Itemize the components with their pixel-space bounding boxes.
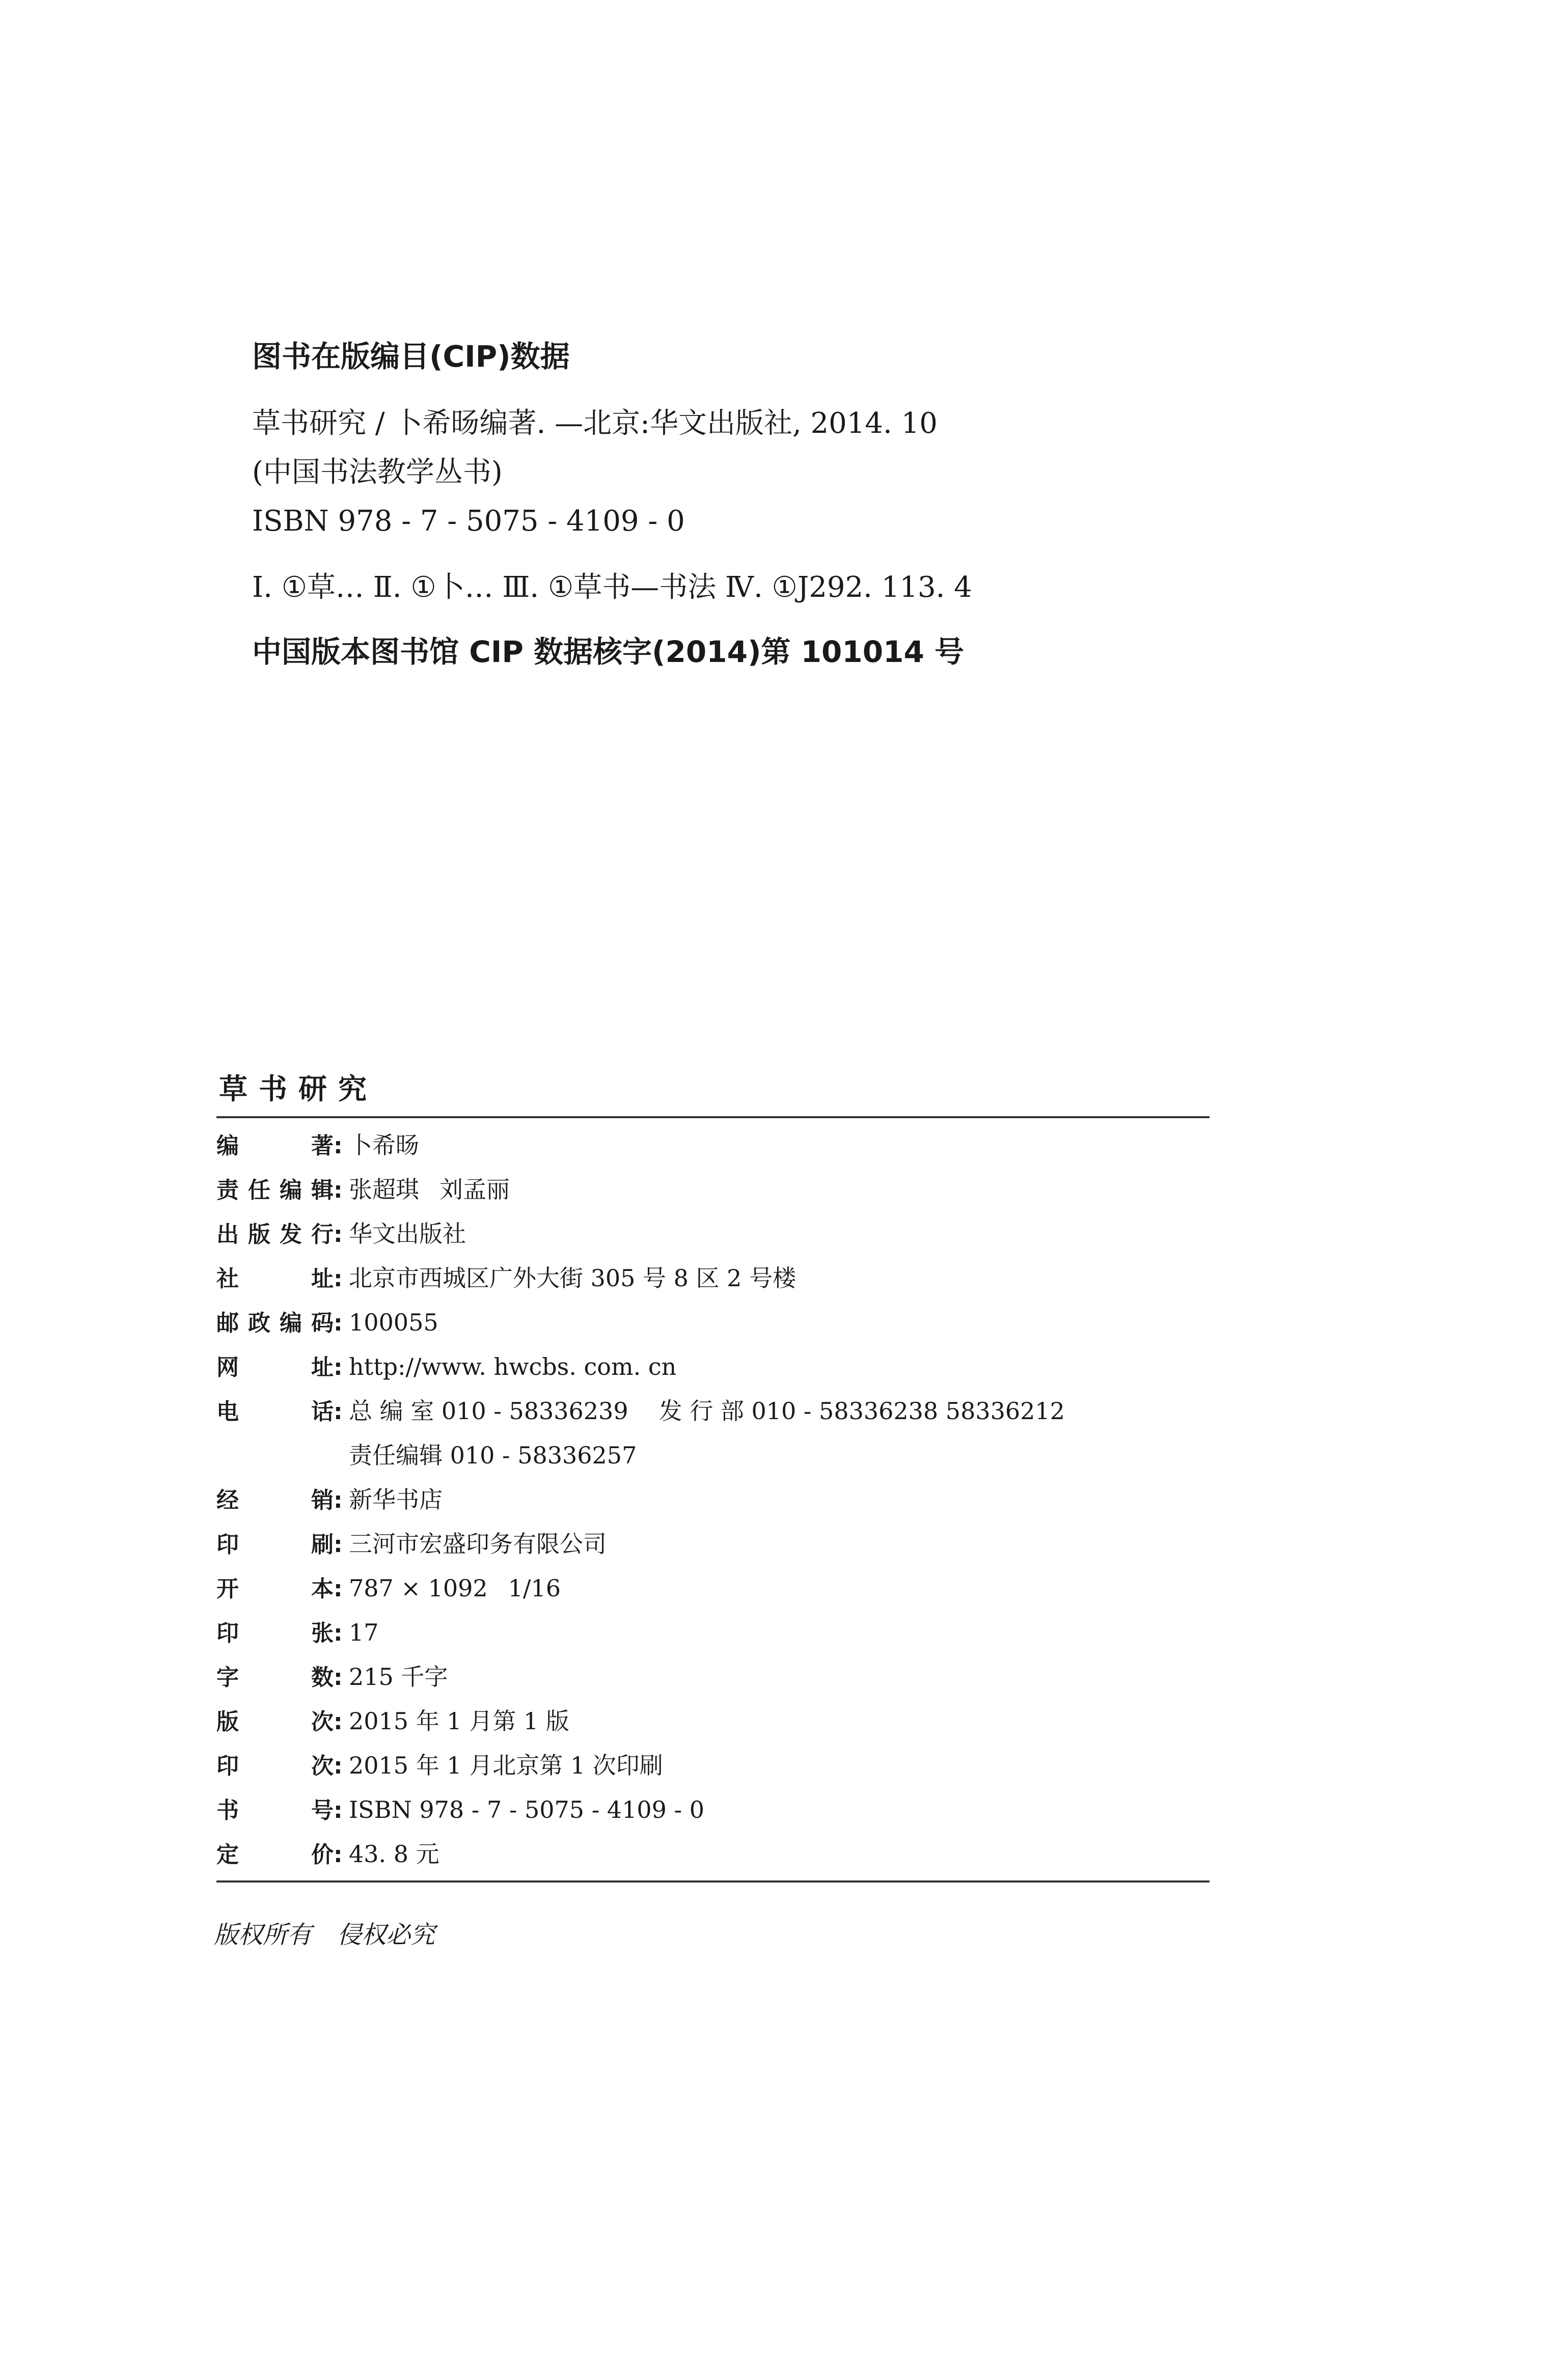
info-colon: : <box>334 1665 343 1691</box>
copyright-part-2: 侵权必究 <box>337 1921 435 1949</box>
book-title: 草书研究 <box>219 1073 378 1106</box>
info-value-2: 1/16 <box>508 1574 561 1602</box>
cip-title-line: 草书研究 / 卜希旸编著. —北京:华文出版社, 2014. 10 <box>252 407 938 440</box>
info-colon: : <box>334 1222 343 1248</box>
info-value: 43. 8 元 <box>349 1840 439 1868</box>
info-label: 印张 <box>216 1620 334 1646</box>
info-value: 215 千字 <box>349 1663 448 1691</box>
info-row-editors <box>216 1168 1210 1212</box>
cip-heading: 图书在版编目(CIP)数据 <box>252 339 570 374</box>
info-value-2: 刘孟丽 <box>439 1176 510 1203</box>
info-row-phone-continued <box>216 1433 1210 1478</box>
book-info-block <box>216 1069 1210 1883</box>
cip-series-line: (中国书法教学丛书) <box>252 456 503 489</box>
cip-classification-line: Ⅰ. ①草… Ⅱ. ①卜… Ⅲ. ①草书—书法 Ⅳ. ①J292. 113. 4 <box>252 571 972 604</box>
info-label: 开本 <box>216 1576 334 1602</box>
info-colon: : <box>334 1177 343 1203</box>
info-row-printer <box>216 1522 1210 1566</box>
info-row-edition <box>216 1699 1210 1744</box>
info-value-2: 发 行 部 010 - 58336238 58336212 <box>658 1397 1065 1425</box>
cip-data-block <box>252 336 1372 676</box>
info-label: 经销 <box>216 1487 334 1513</box>
info-label: 印刷 <box>216 1532 334 1558</box>
info-value: http://www. hwcbs. com. cn <box>349 1353 677 1380</box>
info-value: 总 编 室 010 - 58336239 <box>349 1397 628 1425</box>
info-row-address <box>216 1256 1210 1300</box>
info-value: 17 <box>349 1619 379 1646</box>
info-label: 出版发行 <box>216 1222 334 1248</box>
info-row-printing <box>216 1744 1210 1788</box>
info-rows <box>216 1118 1210 1880</box>
info-colon: : <box>334 1487 343 1513</box>
cip-verify-line: 中国版本图书馆 CIP 数据核字(2014)第 101014 号 <box>252 634 965 669</box>
info-label: 版次 <box>216 1709 334 1735</box>
info-colon: : <box>334 1310 343 1336</box>
info-colon: : <box>334 1532 343 1558</box>
info-label: 邮政编码 <box>216 1310 334 1336</box>
info-value: 卜希旸 <box>349 1131 419 1159</box>
info-colon: : <box>334 1709 343 1735</box>
info-label: 社址 <box>216 1266 334 1292</box>
info-label: 电话 <box>216 1399 334 1425</box>
info-colon: : <box>334 1266 343 1292</box>
info-value: 新华书店 <box>349 1486 443 1513</box>
info-row-format <box>216 1566 1210 1611</box>
info-row-distributor <box>216 1478 1210 1522</box>
info-colon: : <box>334 1797 343 1823</box>
info-value: 2015 年 1 月第 1 版 <box>349 1707 569 1735</box>
info-value: 100055 <box>349 1309 438 1336</box>
info-colon: : <box>334 1354 343 1380</box>
info-label: 定价 <box>216 1842 334 1868</box>
info-value: 787 × 1092 <box>349 1574 488 1602</box>
bottom-rule <box>216 1880 1210 1883</box>
info-colon: : <box>334 1620 343 1646</box>
info-value: 三河市宏盛印务有限公司 <box>349 1530 607 1558</box>
info-value: 华文出版社 <box>349 1220 466 1248</box>
info-colon: : <box>334 1399 343 1425</box>
info-label: 印次 <box>216 1753 334 1779</box>
info-row-publisher <box>216 1212 1210 1256</box>
info-value: ISBN 978 - 7 - 5075 - 4109 - 0 <box>349 1796 704 1823</box>
info-row-word-count <box>216 1655 1210 1699</box>
info-row-postcode <box>216 1300 1210 1345</box>
info-row-price <box>216 1832 1210 1876</box>
info-row-phone <box>216 1389 1210 1433</box>
info-value: 北京市西城区广外大街 305 号 8 区 2 号楼 <box>349 1264 796 1292</box>
info-label: 字数 <box>216 1665 334 1691</box>
info-value: 2015 年 1 月北京第 1 次印刷 <box>349 1752 663 1779</box>
info-colon: : <box>334 1576 343 1602</box>
info-colon: : <box>334 1842 343 1868</box>
info-value: 张超琪 <box>349 1176 419 1203</box>
copyright-part-1: 版权所有 <box>214 1921 312 1949</box>
info-colon: : <box>334 1133 343 1159</box>
copyright-notice <box>214 1915 435 1955</box>
cip-isbn-line: ISBN 978 - 7 - 5075 - 4109 - 0 <box>252 505 685 538</box>
info-label: 编著 <box>216 1133 334 1159</box>
info-label: 网址 <box>216 1354 334 1380</box>
info-row-author <box>216 1123 1210 1168</box>
info-row-sheets <box>216 1611 1210 1655</box>
info-value-3: 责任编辑 010 - 58336257 <box>349 1442 637 1469</box>
info-label: 书号 <box>216 1797 334 1823</box>
info-row-website <box>216 1345 1210 1389</box>
info-row-book-number <box>216 1788 1210 1832</box>
info-label: 责任编辑 <box>216 1177 334 1203</box>
info-colon: : <box>334 1753 343 1779</box>
